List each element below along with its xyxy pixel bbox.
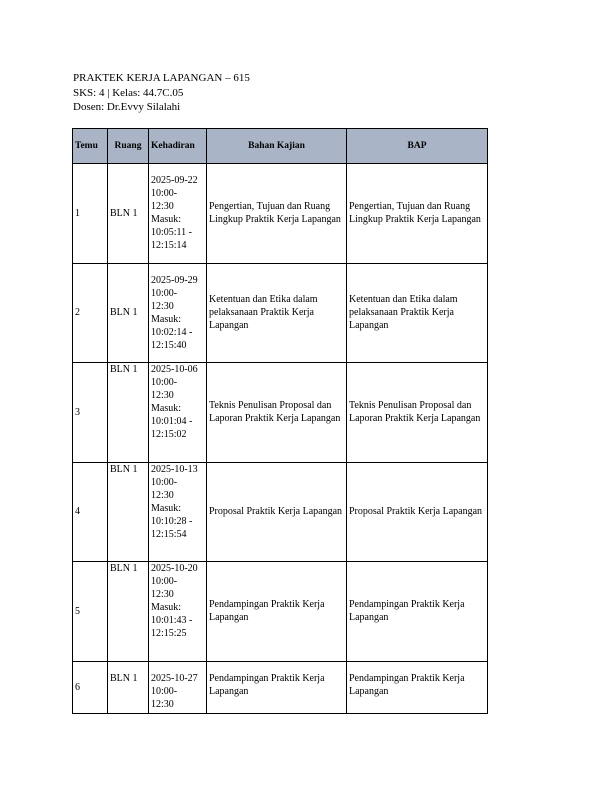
kehadiran-line: 2025-09-22: [151, 175, 198, 187]
kehadiran-line: Masuk:: [151, 214, 181, 226]
cell-kehadiran: [149, 263, 207, 363]
kehadiran-line: 10:10:28 -: [151, 515, 193, 527]
kehadiran-line: 12:30: [151, 589, 174, 600]
kehadiran-line: 12:15:14: [151, 240, 187, 252]
cell-temu: 5: [73, 562, 108, 662]
cell-temu: 4: [73, 462, 108, 562]
kehadiran-line: 10:00-: [151, 188, 178, 200]
kehadiran-line: 2025-10-20: [151, 563, 198, 574]
col-header-kehadiran: Kehadiran: [149, 129, 207, 164]
cell-bahan-kajian: Teknis Penulisan Proposal dan Laporan Praktik Kerja Lapangan: [207, 363, 347, 463]
kehadiran-line: 12:15:02: [151, 429, 187, 440]
kehadiran-line: 10:00-: [151, 685, 178, 697]
cell-bap: Proposal Praktik Kerja Lapangan: [347, 462, 488, 562]
kehadiran-line: 10:00-: [151, 476, 178, 488]
kehadiran-line: 2025-10-13: [151, 463, 198, 475]
cell-bap: Pendampingan Praktik Kerja Lapangan: [347, 562, 488, 662]
table-row: [73, 661, 488, 713]
cell-bahan-kajian: Pendampingan Praktik Kerja Lapangan: [207, 562, 347, 662]
kehadiran-line: 10:05:11 -: [151, 227, 193, 239]
kehadiran-line: 10:02:14 -: [151, 326, 193, 338]
col-header-bahan-kajian: Bahan Kajian: [207, 129, 347, 164]
cell-kehadiran: [149, 462, 207, 562]
table-row: [73, 562, 488, 662]
kehadiran-line: 12:30: [151, 201, 174, 213]
cell-bahan-kajian: Ketentuan dan Etika dalam pelaksanaan Praktik Kerja Lapangan: [207, 263, 347, 363]
table-row: [73, 363, 488, 463]
cell-kehadiran: [149, 562, 207, 662]
cell-kehadiran: [149, 363, 207, 463]
cell-bahan-kajian: Pendampingan Praktik Kerja Lapangan: [207, 661, 347, 713]
table-row: [73, 462, 488, 562]
cell-ruang: BLN 1: [108, 562, 149, 662]
cell-bahan-kajian: Pengertian, Tujuan dan Ruang Lingkup Praktik Kerja Lapangan: [207, 164, 347, 264]
table-row: [73, 164, 488, 264]
cell-temu: 2: [73, 263, 108, 363]
kehadiran-line: 12:15:40: [151, 339, 187, 351]
cell-ruang: BLN 1: [108, 363, 149, 463]
cell-kehadiran: [149, 164, 207, 264]
kehadiran-line: 2025-10-06: [151, 364, 198, 375]
lecturer-name: Dosen: Dr.Evvy Silalahi: [73, 101, 181, 113]
kehadiran-line: 10:01:04 -: [151, 416, 193, 427]
kehadiran-line: 10:00-: [151, 287, 178, 299]
table-row: [73, 263, 488, 363]
kehadiran-line: 12:30: [151, 698, 174, 710]
col-header-ruang: Ruang: [108, 129, 149, 164]
cell-kehadiran: [149, 661, 207, 713]
kehadiran-line: 2025-10-27: [151, 672, 198, 684]
cell-temu: 3: [73, 363, 108, 463]
kehadiran-line: 2025-09-29: [151, 274, 198, 286]
attendance-table: [72, 128, 488, 714]
cell-bap: Pengertian, Tujuan dan Ruang Lingkup Praktik Kerja Lapangan: [347, 164, 488, 264]
cell-temu: 1: [73, 164, 108, 264]
table-header-row: [73, 129, 488, 164]
cell-bap: Ketentuan dan Etika dalam pelaksanaan Praktik Kerja Lapangan: [347, 263, 488, 363]
kehadiran-line: 12:30: [151, 390, 174, 401]
cell-temu: 6: [73, 661, 108, 713]
kehadiran-line: 12:30: [151, 300, 174, 312]
course-info: SKS: 4 | Kelas: 44.7C.05: [73, 86, 184, 99]
cell-bap: Pendampingan Praktik Kerja Lapangan: [347, 661, 488, 713]
kehadiran-line: 10:00-: [151, 377, 178, 388]
kehadiran-line: 12:15:25: [151, 628, 187, 639]
kehadiran-line: 10:00-: [151, 576, 178, 587]
col-header-bap: BAP: [347, 129, 488, 164]
cell-ruang: BLN 1: [108, 661, 149, 713]
kehadiran-line: 12:15:54: [151, 528, 187, 540]
cell-bahan-kajian: Proposal Praktik Kerja Lapangan: [207, 462, 347, 562]
kehadiran-line: Masuk:: [151, 313, 181, 325]
kehadiran-line: Masuk:: [151, 602, 181, 613]
document-header: [73, 71, 250, 115]
kehadiran-line: 12:30: [151, 489, 174, 501]
cell-bap: Teknis Penulisan Proposal dan Laporan Praktik Kerja Lapangan: [347, 363, 488, 463]
kehadiran-line: 10:01:43 -: [151, 615, 193, 626]
course-title: PRAKTEK KERJA LAPANGAN – 615: [73, 72, 250, 84]
cell-ruang: BLN 1: [108, 462, 149, 562]
col-header-temu: Temu: [73, 129, 108, 164]
cell-ruang: BLN 1: [108, 164, 149, 264]
cell-ruang: BLN 1: [108, 263, 149, 363]
kehadiran-line: Masuk:: [151, 502, 181, 514]
kehadiran-line: Masuk:: [151, 403, 181, 414]
